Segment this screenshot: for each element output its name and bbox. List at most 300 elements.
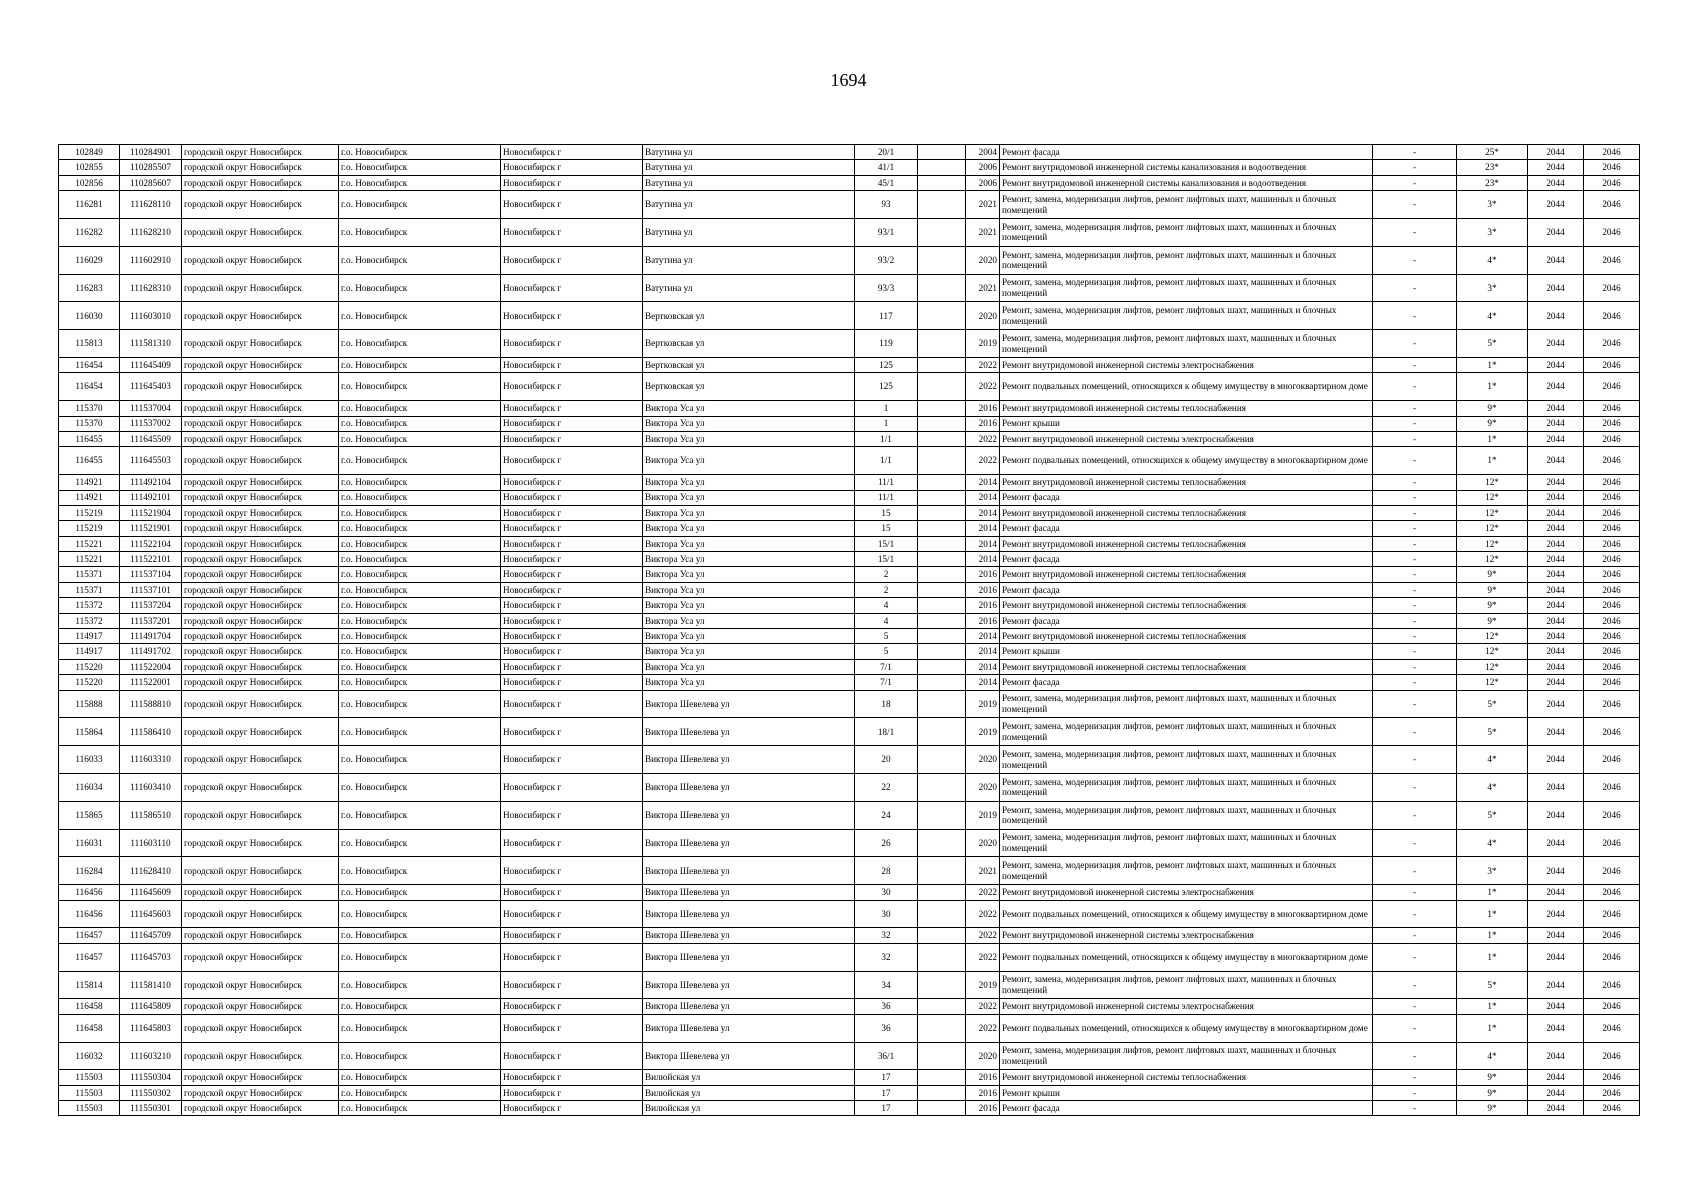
cell-end-year: 2046 — [1584, 490, 1640, 505]
cell-settlement: Новосибирск г — [501, 330, 643, 358]
cell-municipal-short: г.о. Новосибирск — [339, 1085, 501, 1100]
cell-record-id: 111537201 — [120, 613, 182, 628]
cell-house-number: 93/3 — [855, 274, 918, 302]
cell-municipal-short: г.о. Новосибирск — [339, 675, 501, 690]
cell-house-number: 15 — [855, 521, 918, 536]
cell-cost: - — [1373, 145, 1457, 160]
cell-municipality: городской округ Новосибирск — [182, 357, 339, 372]
cell-house-number: 20/1 — [855, 145, 918, 160]
table-row — [59, 431, 1640, 446]
cell-settlement: Новосибирск г — [501, 971, 643, 999]
cell-record-id: 111491704 — [120, 629, 182, 644]
cell-settlement: Новосибирск г — [501, 218, 643, 246]
table-row — [59, 801, 1640, 829]
cell-year: 2021 — [966, 218, 1000, 246]
cell-house-number: 93/2 — [855, 246, 918, 274]
cell-municipality: городской округ Новосибирск — [182, 330, 339, 358]
table-row — [59, 552, 1640, 567]
cell-year: 2016 — [966, 416, 1000, 431]
cell-settlement: Новосибирск г — [501, 644, 643, 659]
cell-end-year: 2046 — [1584, 1014, 1640, 1042]
cell-building — [918, 718, 966, 746]
cell-work-type: Ремонт фасада — [1000, 613, 1373, 628]
cell-house-id: 114917 — [59, 629, 120, 644]
cell-municipality: городской округ Новосибирск — [182, 536, 339, 551]
cell-term-offset: 1* — [1457, 373, 1528, 401]
cell-house-id: 115371 — [59, 582, 120, 597]
cell-municipality: городской округ Новосибирск — [182, 401, 339, 416]
cell-municipal-short: г.о. Новосибирск — [339, 1070, 501, 1085]
cell-record-id: 111537002 — [120, 416, 182, 431]
cell-house-id: 116030 — [59, 302, 120, 330]
table-row — [59, 490, 1640, 505]
cell-settlement: Новосибирск г — [501, 928, 643, 943]
cell-record-id: 111628310 — [120, 274, 182, 302]
cell-house-number: 41/1 — [855, 160, 918, 175]
cell-year: 2022 — [966, 900, 1000, 928]
cell-street: Виктора Шевелева ул — [643, 943, 855, 971]
cell-work-type: Ремонт фасада — [1000, 521, 1373, 536]
cell-cost: - — [1373, 416, 1457, 431]
cell-cost: - — [1373, 218, 1457, 246]
cell-term-offset: 4* — [1457, 829, 1528, 857]
cell-house-number: 26 — [855, 829, 918, 857]
cell-term-offset: 4* — [1457, 773, 1528, 801]
cell-settlement: Новосибирск г — [501, 431, 643, 446]
cell-house-number: 28 — [855, 857, 918, 885]
cell-term-offset: 9* — [1457, 416, 1528, 431]
cell-settlement: Новосибирск г — [501, 357, 643, 372]
cell-term-offset: 12* — [1457, 505, 1528, 520]
cell-cost: - — [1373, 401, 1457, 416]
cell-house-id: 115888 — [59, 690, 120, 718]
cell-settlement: Новосибирск г — [501, 718, 643, 746]
table-row — [59, 357, 1640, 372]
table-row — [59, 582, 1640, 597]
cell-end-year: 2046 — [1584, 567, 1640, 582]
cell-municipal-short: г.о. Новосибирск — [339, 416, 501, 431]
cell-house-number: 1 — [855, 401, 918, 416]
cell-record-id: 111550304 — [120, 1070, 182, 1085]
cell-start-year: 2044 — [1528, 1070, 1584, 1085]
cell-municipal-short: г.о. Новосибирск — [339, 598, 501, 613]
cell-work-type: Ремонт, замена, модернизация лифтов, ремонт лифтовых шахт, машинных и блочных помещений — [1000, 218, 1373, 246]
cell-year: 2021 — [966, 857, 1000, 885]
cell-term-offset: 1* — [1457, 431, 1528, 446]
cell-street: Ватутина ул — [643, 145, 855, 160]
cell-house-id: 115220 — [59, 675, 120, 690]
cell-municipal-short: г.о. Новосибирск — [339, 160, 501, 175]
cell-start-year: 2044 — [1528, 629, 1584, 644]
cell-settlement: Новосибирск г — [501, 246, 643, 274]
cell-house-id: 115219 — [59, 521, 120, 536]
cell-end-year: 2046 — [1584, 885, 1640, 900]
cell-house-id: 115221 — [59, 536, 120, 551]
cell-house-id: 116454 — [59, 373, 120, 401]
cell-settlement: Новосибирск г — [501, 1101, 643, 1116]
cell-year: 2022 — [966, 447, 1000, 475]
cell-municipal-short: г.о. Новосибирск — [339, 246, 501, 274]
cell-municipal-short: г.о. Новосибирск — [339, 773, 501, 801]
cell-start-year: 2044 — [1528, 885, 1584, 900]
cell-house-number: 1/1 — [855, 431, 918, 446]
table-row — [59, 644, 1640, 659]
cell-end-year: 2046 — [1584, 690, 1640, 718]
cell-cost: - — [1373, 567, 1457, 582]
cell-municipality: городской округ Новосибирск — [182, 857, 339, 885]
cell-cost: - — [1373, 644, 1457, 659]
cell-house-id: 115372 — [59, 598, 120, 613]
cell-street: Виктора Уса ул — [643, 659, 855, 674]
cell-work-type: Ремонт внутридомовой инженерной системы электроснабжения — [1000, 431, 1373, 446]
cell-record-id: 111628410 — [120, 857, 182, 885]
cell-year: 2022 — [966, 357, 1000, 372]
cell-municipality: городской округ Новосибирск — [182, 191, 339, 219]
cell-house-id: 102856 — [59, 175, 120, 190]
cell-cost: - — [1373, 675, 1457, 690]
cell-work-type: Ремонт, замена, модернизация лифтов, ремонт лифтовых шахт, машинных и блочных помещений — [1000, 718, 1373, 746]
cell-settlement: Новосибирск г — [501, 900, 643, 928]
cell-municipality: городской округ Новосибирск — [182, 475, 339, 490]
table-body — [59, 145, 1640, 1116]
cell-start-year: 2044 — [1528, 145, 1584, 160]
table-row — [59, 629, 1640, 644]
cell-record-id: 111645609 — [120, 885, 182, 900]
cell-end-year: 2046 — [1584, 928, 1640, 943]
cell-building — [918, 857, 966, 885]
cell-record-id: 111645403 — [120, 373, 182, 401]
cell-start-year: 2044 — [1528, 659, 1584, 674]
table-row — [59, 829, 1640, 857]
cell-building — [918, 218, 966, 246]
table-row — [59, 598, 1640, 613]
cell-house-number: 4 — [855, 613, 918, 628]
cell-municipal-short: г.о. Новосибирск — [339, 567, 501, 582]
cell-cost: - — [1373, 246, 1457, 274]
cell-street: Виктора Уса ул — [643, 431, 855, 446]
cell-settlement: Новосибирск г — [501, 857, 643, 885]
cell-record-id: 111492104 — [120, 475, 182, 490]
cell-house-id: 116031 — [59, 829, 120, 857]
cell-municipal-short: г.о. Новосибирск — [339, 1101, 501, 1116]
cell-house-id: 116032 — [59, 1042, 120, 1070]
cell-work-type: Ремонт внутридомовой инженерной системы теплоснабжения — [1000, 536, 1373, 551]
cell-work-type: Ремонт, замена, модернизация лифтов, ремонт лифтовых шахт, машинных и блочных помещений — [1000, 274, 1373, 302]
cell-term-offset: 5* — [1457, 330, 1528, 358]
cell-house-id: 102855 — [59, 160, 120, 175]
cell-cost: - — [1373, 999, 1457, 1014]
cell-work-type: Ремонт крыши — [1000, 416, 1373, 431]
cell-municipality: городской округ Новосибирск — [182, 675, 339, 690]
cell-cost: - — [1373, 598, 1457, 613]
cell-record-id: 111603210 — [120, 1042, 182, 1070]
cell-municipality: городской округ Новосибирск — [182, 567, 339, 582]
cell-municipal-short: г.о. Новосибирск — [339, 536, 501, 551]
cell-work-type: Ремонт крыши — [1000, 1085, 1373, 1100]
cell-year: 2020 — [966, 746, 1000, 774]
cell-building — [918, 357, 966, 372]
cell-cost: - — [1373, 536, 1457, 551]
cell-cost: - — [1373, 1014, 1457, 1042]
cell-term-offset: 1* — [1457, 357, 1528, 372]
cell-municipal-short: г.о. Новосибирск — [339, 357, 501, 372]
cell-house-id: 115221 — [59, 552, 120, 567]
cell-end-year: 2046 — [1584, 330, 1640, 358]
cell-start-year: 2044 — [1528, 943, 1584, 971]
cell-cost: - — [1373, 971, 1457, 999]
cell-house-number: 93 — [855, 191, 918, 219]
cell-house-id: 115865 — [59, 801, 120, 829]
table-row — [59, 475, 1640, 490]
cell-term-offset: 5* — [1457, 690, 1528, 718]
cell-street: Ватутина ул — [643, 274, 855, 302]
cell-building — [918, 1085, 966, 1100]
cell-house-number: 36 — [855, 1014, 918, 1042]
table-row — [59, 943, 1640, 971]
cell-term-offset: 1* — [1457, 1014, 1528, 1042]
cell-end-year: 2046 — [1584, 801, 1640, 829]
cell-cost: - — [1373, 274, 1457, 302]
table-row — [59, 1042, 1640, 1070]
cell-street: Вертковская ул — [643, 357, 855, 372]
cell-municipal-short: г.о. Новосибирск — [339, 330, 501, 358]
cell-building — [918, 552, 966, 567]
cell-work-type: Ремонт, замена, модернизация лифтов, ремонт лифтовых шахт, машинных и блочных помещений — [1000, 829, 1373, 857]
cell-street: Вертковская ул — [643, 302, 855, 330]
table-row — [59, 690, 1640, 718]
cell-house-number: 5 — [855, 629, 918, 644]
cell-municipality: городской округ Новосибирск — [182, 746, 339, 774]
cell-street: Виктора Уса ул — [643, 552, 855, 567]
cell-settlement: Новосибирск г — [501, 175, 643, 190]
cell-year: 2020 — [966, 773, 1000, 801]
cell-record-id: 111537004 — [120, 401, 182, 416]
cell-settlement: Новосибирск г — [501, 505, 643, 520]
cell-end-year: 2046 — [1584, 357, 1640, 372]
cell-house-number: 15 — [855, 505, 918, 520]
cell-street: Вилюйская ул — [643, 1070, 855, 1085]
cell-house-id: 116281 — [59, 191, 120, 219]
cell-municipality: городской округ Новосибирск — [182, 582, 339, 597]
cell-record-id: 111603010 — [120, 302, 182, 330]
cell-term-offset: 4* — [1457, 746, 1528, 774]
cell-cost: - — [1373, 829, 1457, 857]
table-row — [59, 1014, 1640, 1042]
cell-record-id: 111588810 — [120, 690, 182, 718]
cell-work-type: Ремонт, замена, модернизация лифтов, ремонт лифтовых шахт, машинных и блочных помещений — [1000, 330, 1373, 358]
cell-term-offset: 9* — [1457, 401, 1528, 416]
cell-work-type: Ремонт внутридомовой инженерной системы теплоснабжения — [1000, 1070, 1373, 1085]
cell-house-id: 115372 — [59, 613, 120, 628]
cell-work-type: Ремонт, замена, модернизация лифтов, ремонт лифтовых шахт, машинных и блочных помещений — [1000, 690, 1373, 718]
cell-start-year: 2044 — [1528, 521, 1584, 536]
cell-municipal-short: г.о. Новосибирск — [339, 971, 501, 999]
cell-building — [918, 773, 966, 801]
cell-street: Виктора Шевелева ул — [643, 885, 855, 900]
cell-year: 2022 — [966, 885, 1000, 900]
cell-building — [918, 521, 966, 536]
cell-year: 2022 — [966, 928, 1000, 943]
cell-municipality: городской округ Новосибирск — [182, 598, 339, 613]
cell-start-year: 2044 — [1528, 218, 1584, 246]
cell-municipality: городской округ Новосибирск — [182, 971, 339, 999]
cell-start-year: 2044 — [1528, 373, 1584, 401]
cell-house-id: 116034 — [59, 773, 120, 801]
cell-house-number: 15/1 — [855, 552, 918, 567]
table-row — [59, 401, 1640, 416]
cell-year: 2019 — [966, 690, 1000, 718]
cell-start-year: 2044 — [1528, 718, 1584, 746]
cell-year: 2021 — [966, 274, 1000, 302]
cell-record-id: 111521901 — [120, 521, 182, 536]
cell-house-id: 116284 — [59, 857, 120, 885]
cell-work-type: Ремонт подвальных помещений, относящихся к общему имуществу в многоквартирном доме — [1000, 900, 1373, 928]
table-row — [59, 536, 1640, 551]
table-row — [59, 330, 1640, 358]
cell-end-year: 2046 — [1584, 475, 1640, 490]
cell-street: Виктора Шевелева ул — [643, 718, 855, 746]
cell-term-offset: 12* — [1457, 644, 1528, 659]
table-row — [59, 246, 1640, 274]
cell-term-offset: 5* — [1457, 718, 1528, 746]
cell-cost: - — [1373, 801, 1457, 829]
cell-year: 2014 — [966, 475, 1000, 490]
cell-year: 2006 — [966, 160, 1000, 175]
capital-repair-register-table — [58, 144, 1640, 1116]
cell-settlement: Новосибирск г — [501, 629, 643, 644]
cell-work-type: Ремонт внутридомовой инженерной системы теплоснабжения — [1000, 401, 1373, 416]
cell-end-year: 2046 — [1584, 175, 1640, 190]
cell-house-number: 30 — [855, 900, 918, 928]
cell-year: 2014 — [966, 536, 1000, 551]
cell-municipal-short: г.о. Новосибирск — [339, 746, 501, 774]
cell-building — [918, 644, 966, 659]
cell-record-id: 111581310 — [120, 330, 182, 358]
table-row — [59, 175, 1640, 190]
cell-year: 2019 — [966, 801, 1000, 829]
cell-end-year: 2046 — [1584, 521, 1640, 536]
cell-year: 2014 — [966, 675, 1000, 690]
cell-building — [918, 274, 966, 302]
cell-work-type: Ремонт, замена, модернизация лифтов, ремонт лифтовых шахт, машинных и блочных помещений — [1000, 246, 1373, 274]
cell-work-type: Ремонт внутридомовой инженерной системы канализования и водоотведения — [1000, 175, 1373, 190]
cell-term-offset: 12* — [1457, 475, 1528, 490]
table-row — [59, 505, 1640, 520]
cell-building — [918, 582, 966, 597]
cell-settlement: Новосибирск г — [501, 613, 643, 628]
cell-year: 2014 — [966, 552, 1000, 567]
cell-work-type: Ремонт внутридомовой инженерной системы теплоснабжения — [1000, 598, 1373, 613]
cell-municipality: городской округ Новосибирск — [182, 246, 339, 274]
cell-end-year: 2046 — [1584, 971, 1640, 999]
cell-work-type: Ремонт подвальных помещений, относящихся к общему имуществу в многоквартирном доме — [1000, 373, 1373, 401]
cell-municipality: городской округ Новосибирск — [182, 644, 339, 659]
cell-record-id: 111645603 — [120, 900, 182, 928]
cell-term-offset: 3* — [1457, 218, 1528, 246]
cell-record-id: 111586510 — [120, 801, 182, 829]
cell-house-id: 115371 — [59, 567, 120, 582]
cell-start-year: 2044 — [1528, 900, 1584, 928]
cell-work-type: Ремонт фасада — [1000, 552, 1373, 567]
cell-record-id: 111581410 — [120, 971, 182, 999]
cell-settlement: Новосибирск г — [501, 690, 643, 718]
cell-start-year: 2044 — [1528, 928, 1584, 943]
cell-municipal-short: г.о. Новосибирск — [339, 659, 501, 674]
cell-municipal-short: г.о. Новосибирск — [339, 1014, 501, 1042]
cell-end-year: 2046 — [1584, 582, 1640, 597]
cell-start-year: 2044 — [1528, 999, 1584, 1014]
cell-end-year: 2046 — [1584, 1101, 1640, 1116]
cell-end-year: 2046 — [1584, 857, 1640, 885]
cell-municipality: городской округ Новосибирск — [182, 801, 339, 829]
cell-house-id: 116456 — [59, 885, 120, 900]
cell-cost: - — [1373, 659, 1457, 674]
cell-house-id: 114921 — [59, 490, 120, 505]
cell-cost: - — [1373, 330, 1457, 358]
table-row — [59, 521, 1640, 536]
cell-street: Виктора Уса ул — [643, 675, 855, 690]
cell-record-id: 111645509 — [120, 431, 182, 446]
cell-street: Виктора Уса ул — [643, 536, 855, 551]
cell-cost: - — [1373, 900, 1457, 928]
cell-work-type: Ремонт, замена, модернизация лифтов, ремонт лифтовых шахт, машинных и блочных помещений — [1000, 191, 1373, 219]
cell-house-number: 2 — [855, 582, 918, 597]
cell-work-type: Ремонт крыши — [1000, 644, 1373, 659]
cell-year: 2016 — [966, 1085, 1000, 1100]
cell-street: Вертковская ул — [643, 330, 855, 358]
cell-cost: - — [1373, 505, 1457, 520]
table-row — [59, 302, 1640, 330]
cell-street: Ватутина ул — [643, 246, 855, 274]
cell-year: 2020 — [966, 1042, 1000, 1070]
table-row — [59, 416, 1640, 431]
cell-settlement: Новосибирск г — [501, 401, 643, 416]
cell-work-type: Ремонт внутридомовой инженерной системы теплоснабжения — [1000, 567, 1373, 582]
cell-street: Вилюйская ул — [643, 1085, 855, 1100]
cell-street: Виктора Уса ул — [643, 447, 855, 475]
page-number: 1694 — [830, 70, 867, 90]
cell-cost: - — [1373, 773, 1457, 801]
cell-work-type: Ремонт, замена, модернизация лифтов, ремонт лифтовых шахт, машинных и блочных помещений — [1000, 801, 1373, 829]
cell-start-year: 2044 — [1528, 490, 1584, 505]
cell-record-id: 111522001 — [120, 675, 182, 690]
cell-record-id: 111491702 — [120, 644, 182, 659]
cell-end-year: 2046 — [1584, 1085, 1640, 1100]
cell-street: Ватутина ул — [643, 191, 855, 219]
cell-cost: - — [1373, 582, 1457, 597]
cell-year: 2020 — [966, 302, 1000, 330]
cell-house-id: 116457 — [59, 943, 120, 971]
cell-house-number: 11/1 — [855, 490, 918, 505]
cell-house-id: 116455 — [59, 447, 120, 475]
table-row — [59, 999, 1640, 1014]
cell-year: 2016 — [966, 567, 1000, 582]
cell-house-number: 24 — [855, 801, 918, 829]
cell-building — [918, 505, 966, 520]
cell-house-number: 1/1 — [855, 447, 918, 475]
cell-municipal-short: г.о. Новосибирск — [339, 943, 501, 971]
cell-municipal-short: г.о. Новосибирск — [339, 490, 501, 505]
cell-year: 2022 — [966, 373, 1000, 401]
cell-municipal-short: г.о. Новосибирск — [339, 857, 501, 885]
cell-municipality: городской округ Новосибирск — [182, 416, 339, 431]
cell-term-offset: 23* — [1457, 160, 1528, 175]
cell-term-offset: 12* — [1457, 552, 1528, 567]
cell-term-offset: 9* — [1457, 1085, 1528, 1100]
cell-term-offset: 12* — [1457, 536, 1528, 551]
cell-record-id: 111550301 — [120, 1101, 182, 1116]
cell-building — [918, 1014, 966, 1042]
